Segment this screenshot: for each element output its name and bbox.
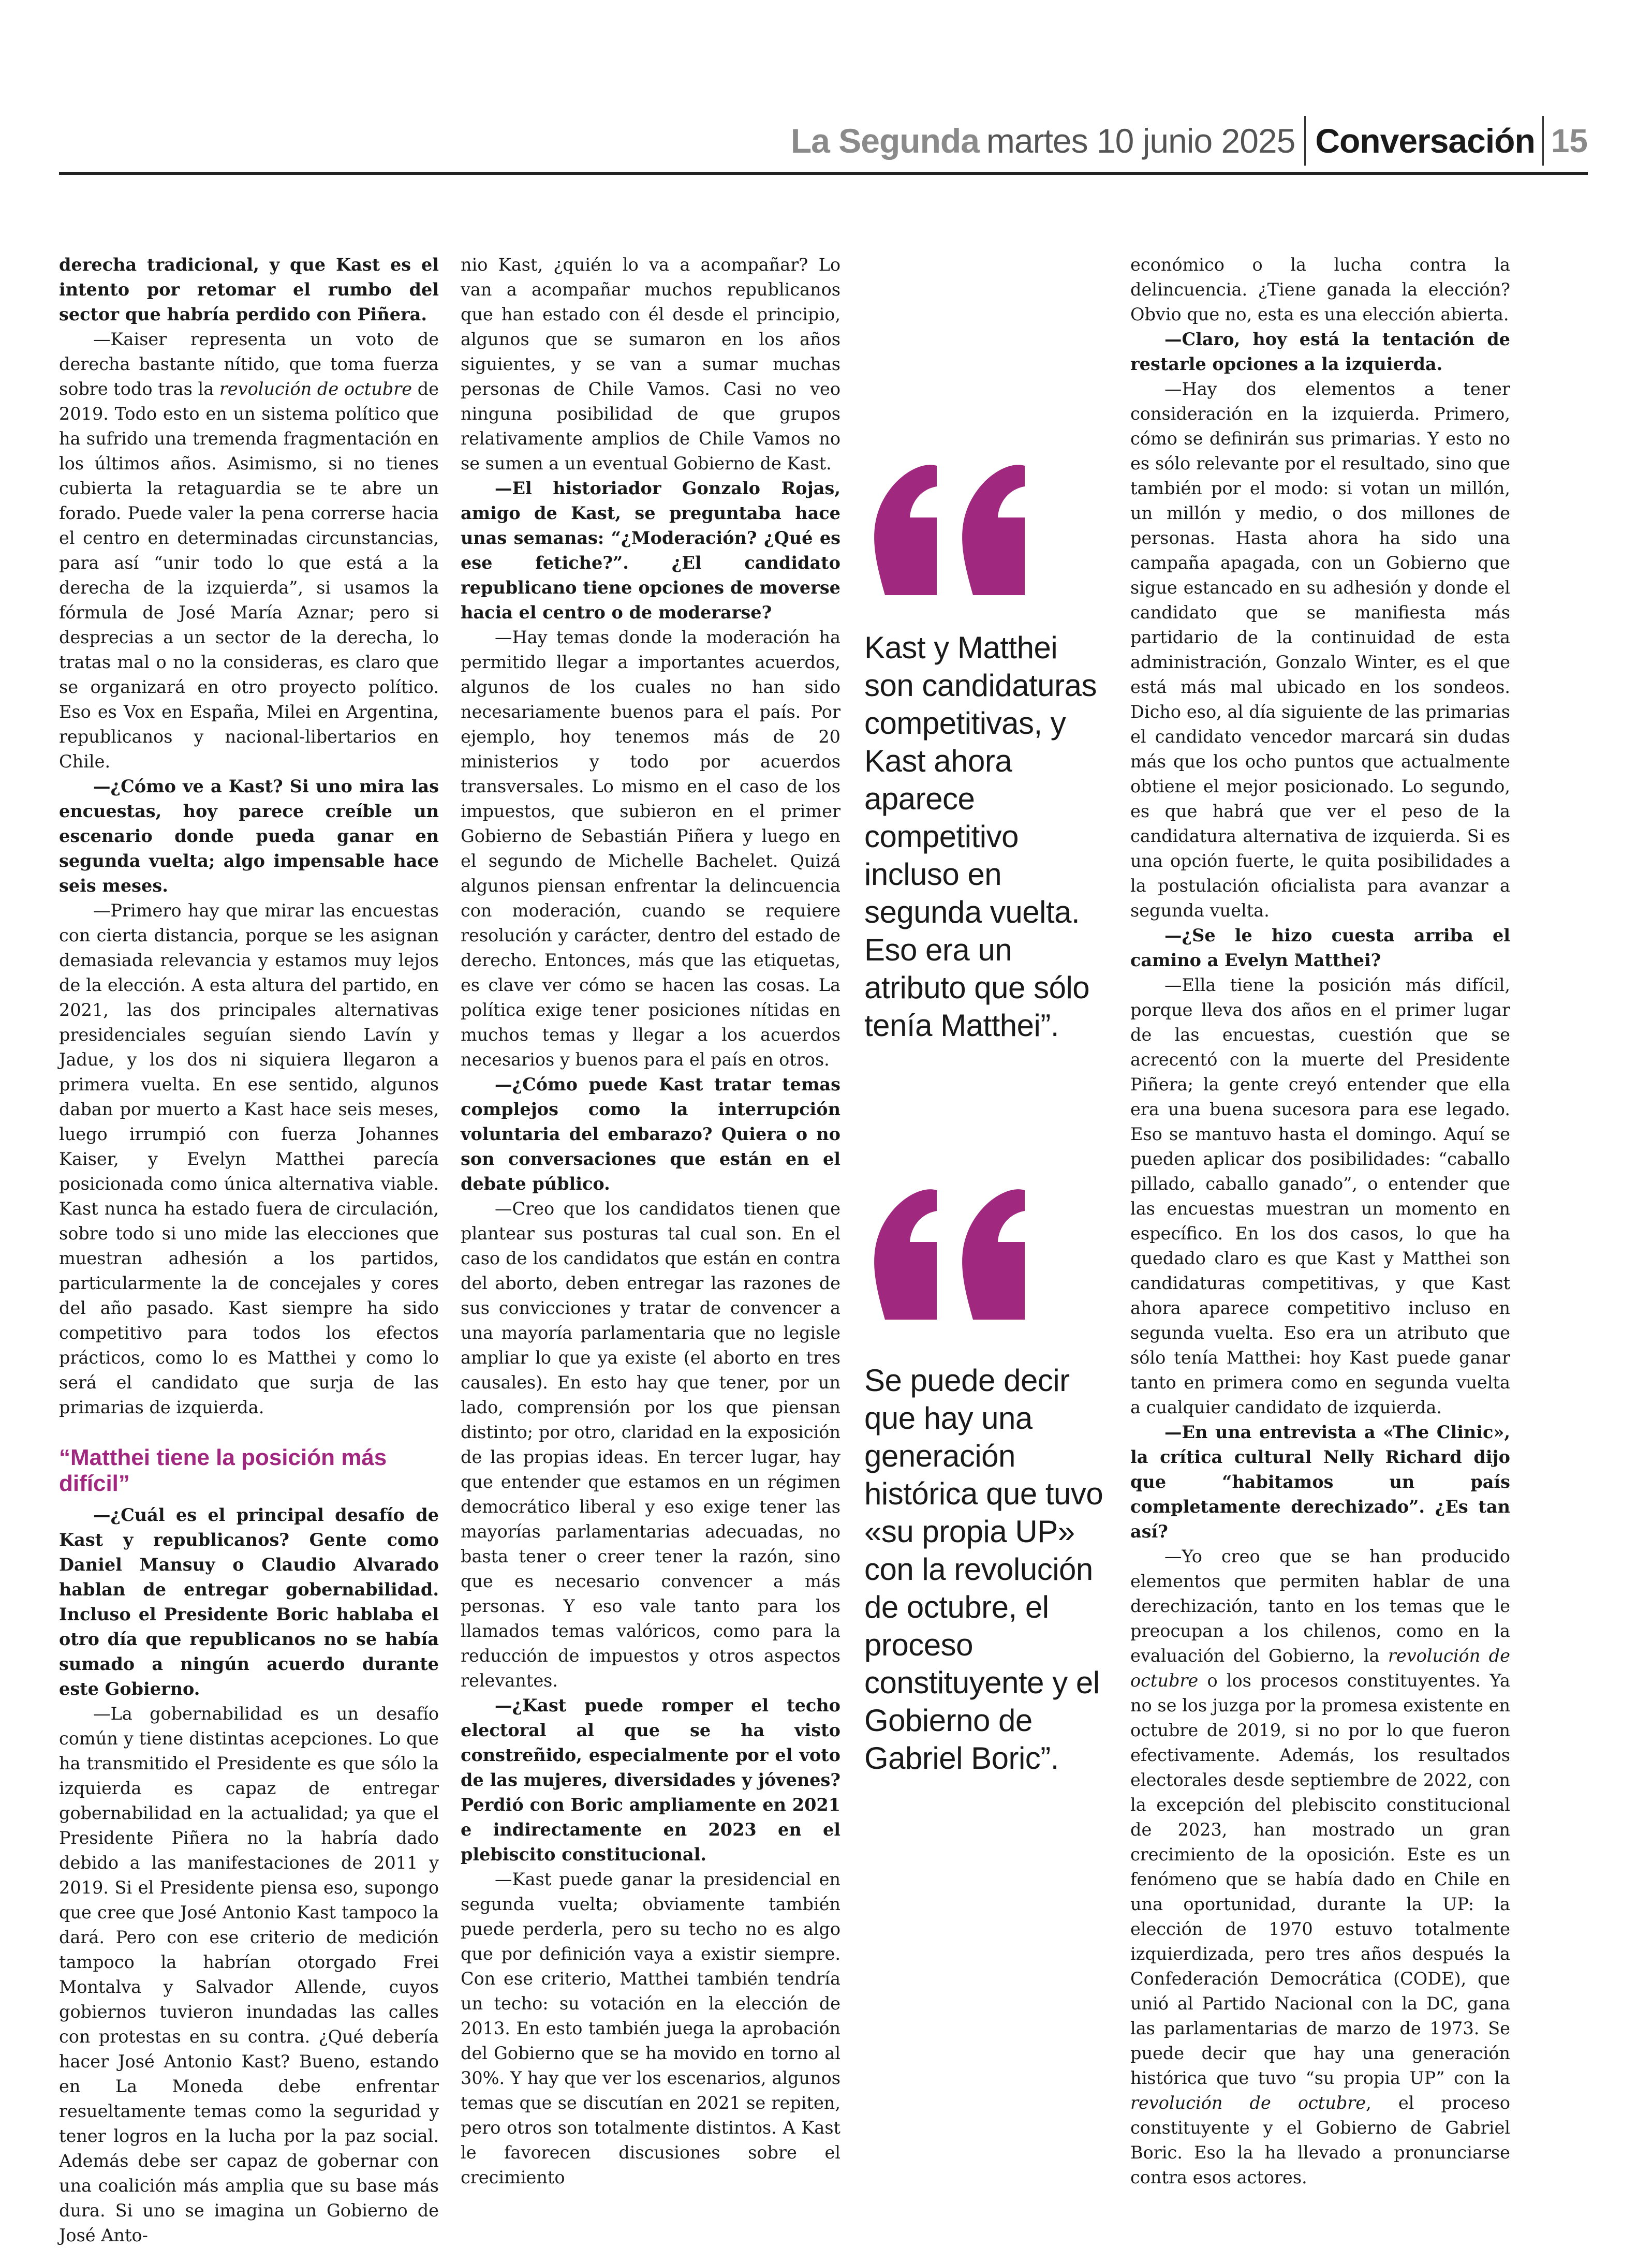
text-run: —Kaiser representa un voto de derecha bastante nítido, que toma fuerza sobre todo tras la <box>59 329 439 399</box>
article-column-4 <box>1130 253 1510 2190</box>
question-text: —Claro, hoy está la tentación de restarle opciones a la izquierda. <box>1130 329 1510 374</box>
pull-quote-1 <box>864 455 1113 1044</box>
section-title: Conversación <box>1315 122 1535 160</box>
pull-quote-2 <box>864 1180 1113 1777</box>
answer-paragraph <box>59 327 439 774</box>
question-text: —¿Kast puede romper el techo electoral al que se ha visto constreñido, especialmente por el voto de las mujeres, diversidades y jóvenes? Perdió con Boric ampliamente en 2021 e indirectamente en 2023 en el plebiscito constitucional. <box>461 1695 840 1865</box>
page-header <box>59 115 1588 175</box>
answer-paragraph: —Hay temas donde la moderación ha permitido llegar a importantes acuerdos, algunos de los cuales no han sido necesariamente buenos para el país. Por ejemplo, hoy tenemos más de 20 ministerios y todo por acuerdos transversales. Lo mismo en el caso de los impuestos, que subieron en el primer Gobierno de Sebastián Piñera y luego en el segundo de Michelle Bachelet. Quizá algunos piensan enfrentar la delincuencia con moderación, cuando se requiere resolución y carácter, dentro del estado de derecho. Entonces, más que las etiquetas, es clave ver cómo se hacen las cosas. La política exige tener posiciones nítidas en muchos temas y llegar a los acuerdos necesarios y buenos para el país en otros. <box>461 627 840 1070</box>
italic-run: revolución de octubre <box>219 379 412 399</box>
question-text: —¿Se le hizo cuesta arriba el camino a Evelyn Matthei? <box>1130 925 1510 970</box>
pull-quote-text: Se puede decir que hay una generación histórica que tuvo «su propia UP» con la revolución de octubre, el proceso constituyente y el Gobierno de Gabriel Boric”. <box>864 1363 1103 1776</box>
quote-mark-icon <box>864 455 1035 595</box>
answer-paragraph: —Kast puede ganar la presidencial en segunda vuelta; obviamente también puede perderla, pero su techo no es algo que por definición vaya a existir siempre. Con ese criterio, Matthei también tendría un techo: su votación en la elección de 2013. En esto también juega la aprobación del Gobierno que se ha movido en torno al 30%. Y hay que ver los escenarios, algunos temas que se discutían en 2021 se repiten, pero otros son totalmente distintos. A Kast le favorecen discusiones sobre el crecimiento <box>461 1869 840 2187</box>
question-text: —¿Cuál es el principal desafío de Kast y republicanos? Gente como Daniel Mansuy o Claudio Alvarado hablan de entregar gobernabilidad. Incluso el Presidente Boric hablaba el otro día que republicanos no se había sumado a ningún acuerdo durante este Gobierno. <box>59 1505 439 1699</box>
text-run: de 2019. Todo esto en un sistema político que ha sufrido una tremenda fragmentación en los últimos años. Asimismo, si no tienes cubierta la retaguardia se te abre un forado. Puede valer la pena correrse hacia el centro en determinadas circunstancias, para así “unir todo lo que está a la derecha de la izquierda”, si usamos la fórmula de José María Aznar; pero si desprecias a un sector de la derecha, lo tratas mal o no la consideras, es claro que se organizará en otro proyecto político. Eso es Vox en España, Milei en Argentina, republicanos y nacional-libertarios en Chile. <box>59 379 439 772</box>
answer-paragraph: nio Kast, ¿quién lo va a acompañar? Lo van a acompañar muchos republicanos que han estado con él desde el principio, algunos que se sumaron en los años siguientes, y se van a sumar muchas personas de Chile Vamos. Casi no veo ninguna posibilidad de que grupos relativamente amplios de Chile Vamos no se sumen a un eventual Gobierno de Kast. <box>461 255 840 474</box>
quote-mark-icon <box>864 1180 1035 1320</box>
masthead: La Segunda <box>790 122 979 160</box>
question-text: —¿Cómo puede Kast tratar temas complejos como la interrupción voluntaria del embarazo? Quiera o no son conversaciones que están en el debate público. <box>461 1074 840 1194</box>
question-text: —El historiador Gonzalo Rojas, amigo de Kast, se preguntaba hace unas semanas: “¿Moderación? ¿Qué es ese fetiche?”. ¿El candidato republicano tiene opciones de moverse hacia el centro o de moderarse? <box>461 478 840 623</box>
answer-paragraph: económico o la lucha contra la delincuencia. ¿Tiene ganada la elección? Obvio que no, esta es una elección abierta. <box>1130 255 1510 324</box>
article-column-1 <box>59 253 439 2248</box>
issue-date: martes 10 junio 2025 <box>986 122 1295 160</box>
answer-paragraph: —La gobernabilidad es un desafío común y tiene distintas acepciones. Lo que ha transmitido el Presidente es que sólo la izquierda es capaz de entregar gobernabilidad en la actualidad; ya que el Presidente Piñera no la habría dado debido a las manifestaciones de 2011 y 2019. Si el Presidente piensa eso, supongo que cree que José Antonio Kast tampoco la dará. Pero con ese criterio de medición tampoco la habrían otorgado Frei Montalva y Salvador Allende, cuyos gobiernos tuvieron inundadas las calles con protestas en su contra. ¿Qué debería hacer José Antonio Kast? Bueno, estando en La Moneda debe enfrentar resueltamente temas como la seguridad y tener logros en la lucha por la paz social. Además debe ser capaz de gobernar con una coalición más amplia que su base más dura. Si uno se imagina un Gobierno de José Anto- <box>59 1704 439 2245</box>
section-subheading: “Matthei tiene la posición más difícil” <box>59 1445 387 1496</box>
text-run: , el proceso constituyente y el Gobierno de Gabriel Boric. Eso la ha llevado a pronunciarse contra esos actores. <box>1130 2093 1511 2187</box>
page-number: 15 <box>1551 122 1588 159</box>
answer-paragraph: —Creo que los candidatos tienen que plantear sus posturas tal cual son. En el caso de los candidatos que están en contra del aborto, deben entregar las razones de sus convicciones y tratar de convencer a una mayoría parlamentaria que no legisle ampliar lo que ya existe (el aborto en tres causales). En esto hay que tener, por un lado, comprensión por los que piensan distinto; por otro, claridad en la exposición de las propias ideas. En tercer lugar, hay que entender que estamos en un régimen democrático liberal y eso exige tener las mayorías parlamentarias adecuadas, no basta tener o creer tener la razón, sino que es necesario convencer a más personas. Y eso vale tanto para los llamados temas valóricos, como para la reducción de impuestos y otros aspectos relevantes. <box>461 1199 840 1691</box>
question-text: —En una entrevista a «The Clinic», la crítica cultural Nelly Richard dijo que “habitamos un país completamente derechizado”. ¿Es tan así? <box>1130 1422 1510 1542</box>
pull-quote-text: Kast y Matthei son candidaturas competitivas, y Kast ahora aparece competitivo incluso en segunda vuelta. Eso era un atributo que sólo tenía Matthei”. <box>864 630 1097 1043</box>
answer-paragraph <box>1130 1544 1510 2190</box>
header-divider <box>1542 116 1544 166</box>
answer-paragraph: —Ella tiene la posición más difícil, porque lleva dos años en el primer lugar de las encuestas, cuestión que se acrecentó con la muerte del Presidente Piñera; la gente creyó entender que ella era una buena sucesora para ese legado. Eso se mantuvo hasta el domingo. Aquí se pueden aplicar dos posibilidades: “caballo pillado, caballo ganado”, o entender que las encuestas muestran un momento en específico. En los dos casos, lo que ha quedado claro es que Kast y Matthei son candidaturas competitivas, y que Kast ahora aparece competitivo incluso en segunda vuelta. Eso era un atributo que sólo tenía Matthei: hoy Kast puede ganar tanto en primera como en segunda vuelta a cualquier candidato de izquierda. <box>1130 975 1510 1417</box>
italic-run: revolución de octubre <box>1130 1646 1510 1691</box>
question-text: derecha tradicional, y que Kast es el intento por retomar el rumbo del sector que habría perdido con Piñera. <box>59 255 439 324</box>
answer-paragraph: —Hay dos elementos a tener consideración en la izquierda. Primero, cómo se definirán sus primarias. Y esto no es sólo relevante por el resultado, sino que también por el modo: si votan un millón, un millón y medio, o dos millones de personas. Hasta ahora ha sido una campaña apagada, con un Gobierno que sigue estancado en su adhesión y donde el candidato que se manifiesta más partidario de la continuidad de esta administración, Gonzalo Winter, es el que está más mal ubicado en los sondeos. Dicho eso, al día siguiente de las primarias el candidato vencedor marcará sin dudas más que los ocho puntos que actualmente obtiene el mejor posicionado. Lo segundo, es que habrá que ver el peso de la candidatura alternativa de izquierda. Si es una opción fuerte, le quita posibilidades a la postulación oficialista para avanzar a segunda vuelta. <box>1130 379 1510 921</box>
header-bar <box>791 115 1588 167</box>
answer-paragraph: —Primero hay que mirar las encuestas con cierta distancia, porque se les asignan demasiada relevancia y estamos muy lejos de la elección. A esta altura del partido, en 2021, las dos principales alternativas presidenciales seguían siendo Lavín y Jadue, y los dos ni siquiera llegaron a primera vuelta. En ese sentido, algunos daban por muerto a Kast hace seis meses, luego irrumpió con fuerza Johannes Kaiser, y Evelyn Matthei parecía posicionada como única alternativa viable. Kast nunca ha estado fuera de circulación, sobre todo si uno mide las elecciones que muestran adhesión a los partidos, particularmente la de concejales y cores del año pasado. Kast siempre ha sido competitivo para todos los efectos prácticos, como lo es Matthei y como lo será el candidato que surja de las primarias de izquierda. <box>59 900 439 1417</box>
text-run: o los procesos constituyentes. Ya no se los juzga por la promesa existente en octubre de 2019, si no por lo que fueron efectivamente. Además, los resultados electorales desde septiembre de 2022, con la excepción del plebiscito constitucional de 2023, han mostrado un gran crecimiento de la oposición. Este es un fenómeno que se había dado en Chile en una oportunidad, durante la UP: la elección de 1970 estuvo totalmente izquierdizada, pero tres años después la Confederación Democrática (CODE), que unió al Partido Nacional con la DC, gana las parlamentarias de marzo de 1973. Se puede decir que hay una generación histórica que tuvo “su propia UP” con la <box>1130 1670 1510 2088</box>
header-rule <box>59 172 1588 175</box>
question-text: —¿Cómo ve a Kast? Si uno mira las encuestas, hoy parece creíble un escenario donde pueda ganar en segunda vuelta; algo impensable hace seis meses. <box>59 776 439 896</box>
article-column-2 <box>461 253 840 2190</box>
italic-run: revolución de octubre <box>1130 2093 1366 2113</box>
header-divider <box>1304 116 1306 166</box>
text-run: —Yo creo que se han producido elementos que permiten hablar de una derechización, tanto en los temas que le preocupan a los chilenos, como en la evaluación del Gobierno, la <box>1130 1546 1510 1666</box>
